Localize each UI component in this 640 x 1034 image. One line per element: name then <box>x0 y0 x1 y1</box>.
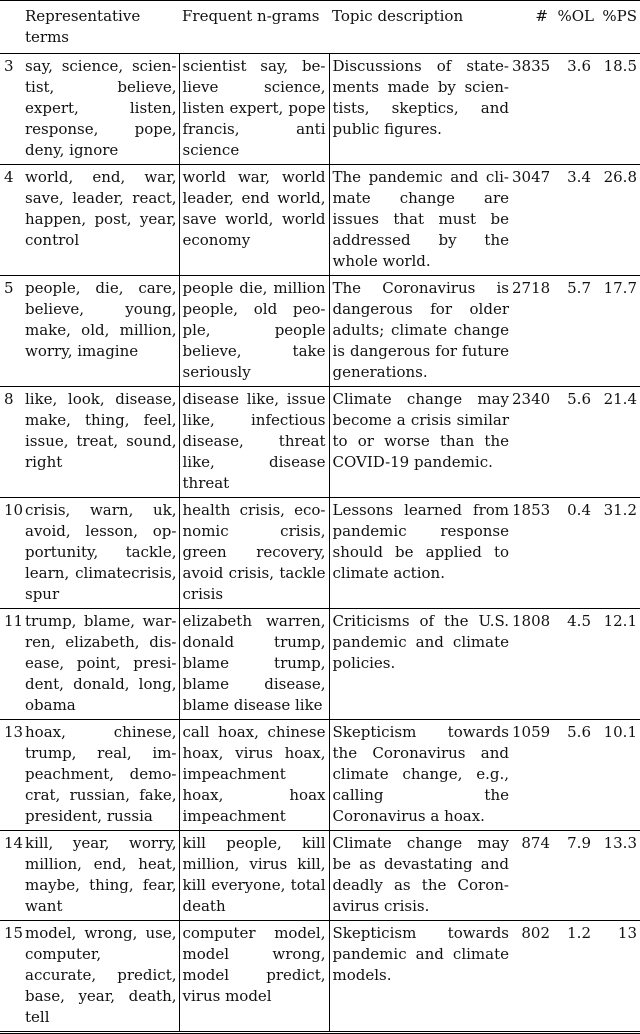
representative-terms-cell: say, science, scientist, believe, expert, listen, response, pope, deny, ignore <box>22 54 179 165</box>
percent-ps-cell: 13 <box>617 924 637 942</box>
frequent-ngrams-cell: computer model, model wrong, model predict, virus model <box>179 921 329 1033</box>
percent-ol-cell: 0.4 <box>567 501 591 519</box>
table-row <box>0 387 640 498</box>
topic-id-cell: 15 <box>4 924 24 942</box>
topic-id-cell: 3 <box>4 57 14 75</box>
percent-ps-cell: 18.5 <box>603 57 637 75</box>
table-row <box>0 720 640 831</box>
representative-terms-cell: like, look, disease, make, thing, feel, issue, treat, sound, right <box>22 387 179 498</box>
percent-ol-cell: 7.9 <box>567 834 591 852</box>
header-topic-description: Topic description <box>332 7 464 25</box>
percent-ps-cell: 26.8 <box>603 168 637 186</box>
topic-description-cell: The pandemic and climate change are issues that must be addressed by the whole world. <box>332 168 509 270</box>
table-row <box>0 276 640 387</box>
frequent-ngrams-cell: elizabeth warren, donald trump, blame trump, blame disease, blame disease like <box>179 609 329 720</box>
count-cell: 874 <box>521 834 550 852</box>
representative-terms-cell: crisis, warn, uk, avoid, lesson, opportunity, tackle, learn, climatecrisis, spur <box>22 498 179 609</box>
topic-description-cell: Lessons learned from pandemic response should be applied to climate action. <box>332 501 509 582</box>
percent-ol-cell: 3.6 <box>567 57 591 75</box>
percent-ol-cell: 4.5 <box>567 612 591 630</box>
topic-description-cell: The Coronavirus is dangerous for older adults; climate change is dangerous for future generations. <box>332 279 509 381</box>
header-representative-terms: Representative terms <box>25 7 141 46</box>
frequent-ngrams-cell: people die, million people, old people, people believe, take seriously <box>179 276 329 387</box>
percent-ol-cell: 3.4 <box>567 168 591 186</box>
count-cell: 1853 <box>512 501 551 519</box>
topic-description-cell: Climate change may become a crisis similar to or worse than the COVID-19 pandemic. <box>332 390 509 471</box>
topic-description-cell: Criticisms of the U.S. pandemic and climate policies. <box>332 612 509 672</box>
percent-ol-cell: 5.6 <box>567 723 591 741</box>
count-cell: 1808 <box>512 612 551 630</box>
topic-description-cell: Discussions of statements made by scientists, skeptics, and public figures. <box>332 57 509 138</box>
header-topic-id <box>0 1 22 54</box>
table-row <box>0 609 640 720</box>
representative-terms-cell: kill, year, worry, million, end, heat, maybe, thing, fear, want <box>22 831 179 921</box>
representative-terms-cell: world, end, war, save, leader, react, happen, post, year, control <box>22 165 179 276</box>
percent-ps-cell: 12.1 <box>603 612 637 630</box>
header-percent-ps: %PS <box>602 7 637 25</box>
table-row <box>0 831 640 921</box>
table-header-row <box>0 1 640 54</box>
representative-terms-cell: model, wrong, use, computer, accurate, predict, base, year, death, tell <box>22 921 179 1033</box>
topic-id-cell: 8 <box>4 390 14 408</box>
topic-description-cell: Skepticism towards pandemic and climate models. <box>332 924 509 984</box>
percent-ol-cell: 5.6 <box>567 390 591 408</box>
topic-description-cell: Climate change may be as devastating and deadly as the Coronavirus crisis. <box>332 834 509 915</box>
percent-ps-cell: 13.3 <box>603 834 637 852</box>
count-cell: 3047 <box>512 168 551 186</box>
table-row <box>0 54 640 165</box>
count-cell: 2340 <box>512 390 551 408</box>
count-cell: 1059 <box>512 723 551 741</box>
frequent-ngrams-cell: world war, world leader, end world, save world, world economy <box>179 165 329 276</box>
frequent-ngrams-cell: call hoax, chinese hoax, virus hoax, impeachment hoax, hoax impeachment <box>179 720 329 831</box>
representative-terms-cell: hoax, chinese, trump, real, impeachment, democrat, russian, fake, president, russia <box>22 720 179 831</box>
header-percent-ol: %OL <box>557 7 594 25</box>
topic-description-cell: Skepticism towards the Coronavirus and climate change, e.g., calling the Coronavirus a hoax. <box>332 723 509 825</box>
percent-ps-cell: 21.4 <box>603 390 637 408</box>
percent-ol-cell: 5.7 <box>567 279 591 297</box>
header-count: # <box>535 7 548 25</box>
count-cell: 3835 <box>512 57 551 75</box>
frequent-ngrams-cell: scientist say, believe science, listen expert, pope francis, anti science <box>179 54 329 165</box>
table-row <box>0 921 640 1033</box>
representative-terms-cell: trump, blame, warren, elizabeth, disease, point, president, donald, long, obama <box>22 609 179 720</box>
count-cell: 802 <box>521 924 550 942</box>
count-cell: 2718 <box>512 279 551 297</box>
percent-ps-cell: 31.2 <box>603 501 637 519</box>
frequent-ngrams-cell: health crisis, economic crisis, green recovery, avoid crisis, tackle crisis <box>179 498 329 609</box>
percent-ol-cell: 1.2 <box>567 924 591 942</box>
topic-id-cell: 5 <box>4 279 14 297</box>
topic-id-cell: 11 <box>4 612 24 630</box>
topic-id-cell: 4 <box>4 168 14 186</box>
frequent-ngrams-cell: disease like, issue like, infectious disease, threat like, disease threat <box>179 387 329 498</box>
representative-terms-cell: people, die, care, believe, young, make, old, million, worry, imagine <box>22 276 179 387</box>
percent-ps-cell: 17.7 <box>603 279 637 297</box>
topic-id-cell: 13 <box>4 723 24 741</box>
percent-ps-cell: 10.1 <box>603 723 637 741</box>
table-body <box>0 54 640 1033</box>
topic-id-cell: 10 <box>4 501 24 519</box>
table-row <box>0 165 640 276</box>
table-row <box>0 498 640 609</box>
topic-id-cell: 14 <box>4 834 24 852</box>
header-frequent-ngrams: Frequent n-grams <box>182 7 320 25</box>
frequent-ngrams-cell: kill people, kill million, virus kill, kill everyone, total death <box>179 831 329 921</box>
